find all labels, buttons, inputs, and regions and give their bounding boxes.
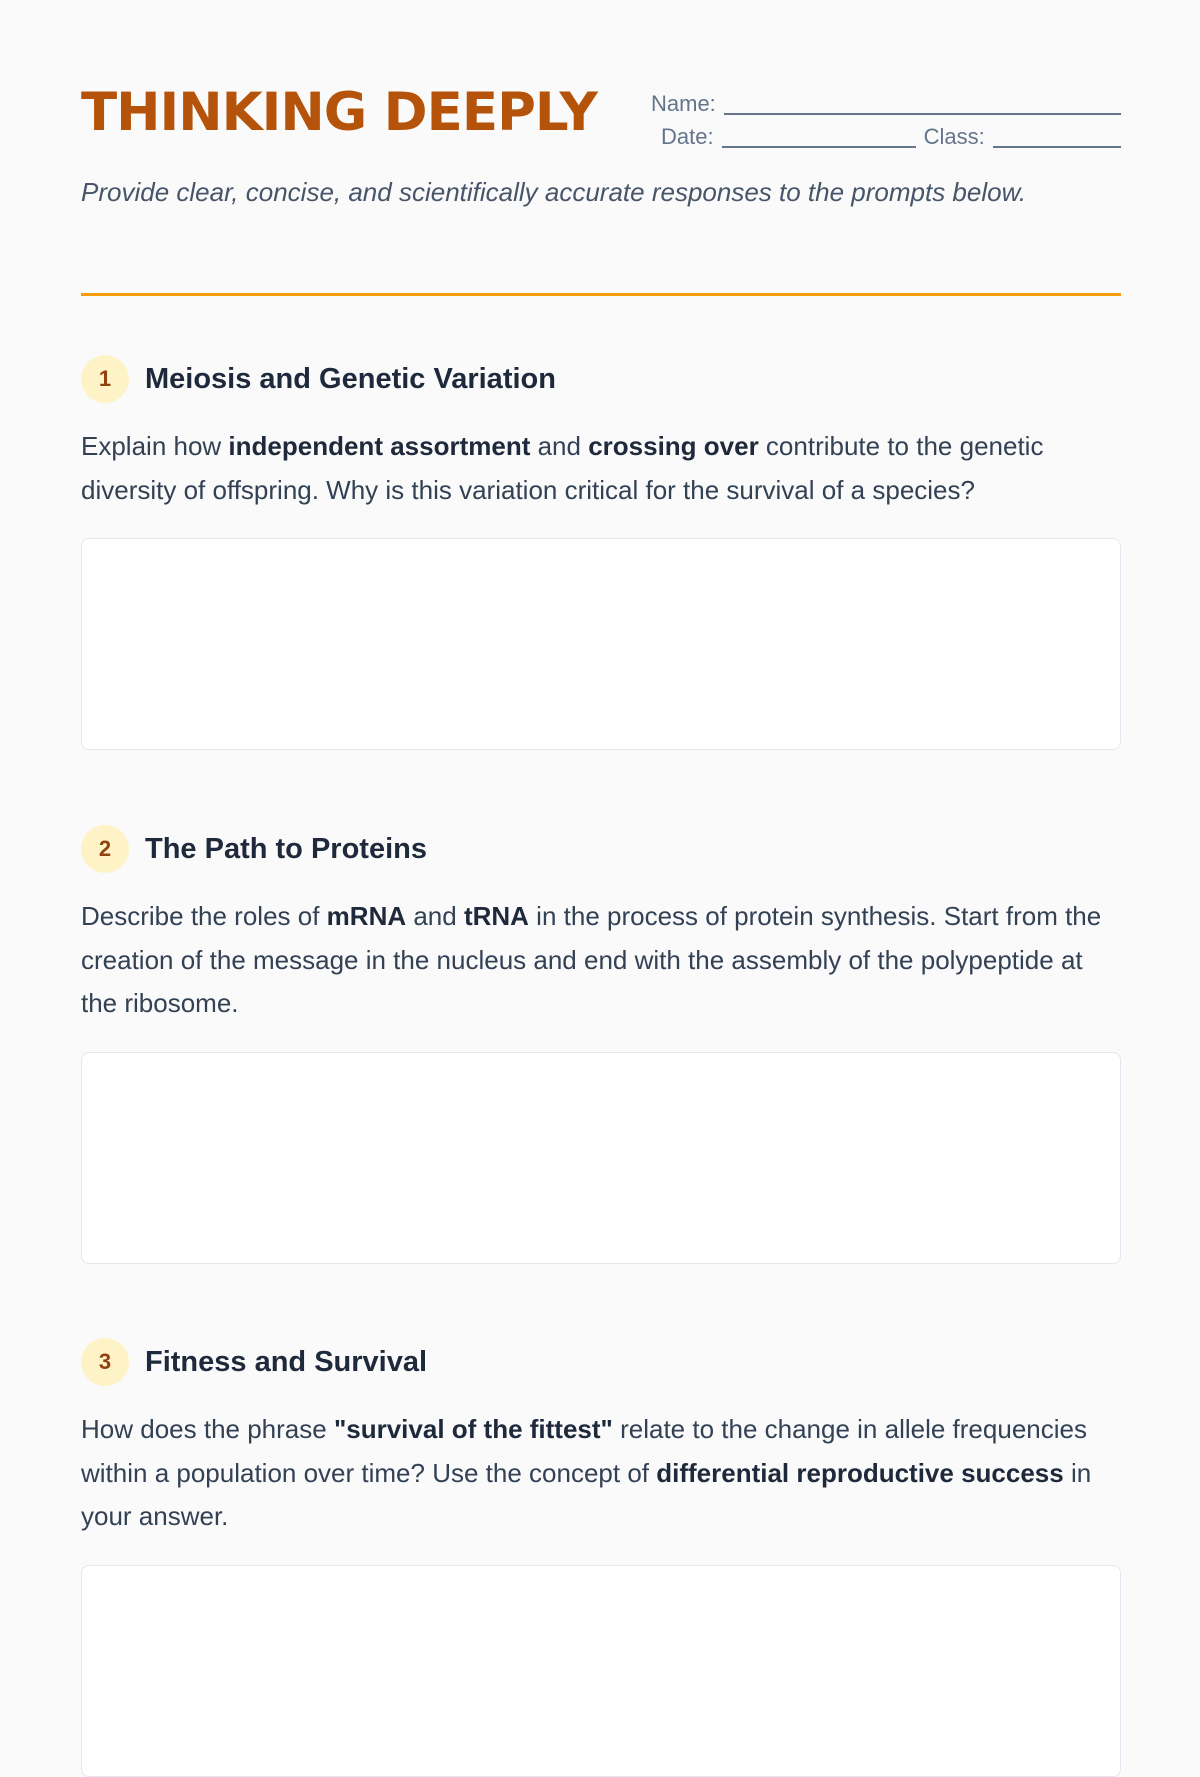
class-label: Class: — [923, 124, 985, 149]
prompt-text-segment: and — [530, 431, 589, 461]
question-prompt — [81, 425, 1121, 512]
worksheet-title: THINKING DEEPLY — [81, 82, 597, 143]
question-number-badge: 1 — [81, 355, 129, 403]
question-title: The Path to Proteins — [145, 832, 427, 865]
prompt-text-segment: in the process of protein synthesis. Start from the creation of the message in the nucleus and end with the assembly of the polypeptide at the ribosome. — [81, 901, 1102, 1018]
prompt-text-segment: How does the phrase — [81, 1414, 334, 1444]
question-title: Meiosis and Genetic Variation — [145, 362, 556, 395]
class-line — [993, 128, 1121, 148]
question-title: Fitness and Survival — [145, 1345, 428, 1378]
instructions: Provide clear, concise, and scientifically accurate responses to the prompts below. — [81, 177, 1027, 207]
date-line — [722, 128, 916, 148]
prompt-text-segment: Explain how — [81, 431, 229, 461]
prompt-text-segment: in your answer. — [81, 1457, 1092, 1531]
name-row — [651, 82, 1121, 115]
prompt-key-term: mRNA — [326, 901, 407, 931]
worksheet-header — [81, 80, 1121, 150]
prompt-key-term: "survival of the fittest" — [333, 1414, 613, 1444]
student-info — [651, 82, 1121, 148]
answer-box[interactable] — [81, 1052, 1121, 1264]
question-1 — [81, 355, 1121, 750]
question-heading — [81, 825, 1121, 873]
name-line — [724, 95, 1121, 115]
question-2 — [81, 825, 1121, 1264]
prompt-key-term: crossing over — [588, 431, 759, 461]
question-heading — [81, 1338, 1121, 1386]
prompt-key-term: tRNA — [463, 901, 529, 931]
question-prompt — [81, 895, 1121, 1026]
prompt-text-segment: Describe the roles of — [81, 901, 327, 931]
prompt-text-segment: relate to the change in allele frequencies within a population over time? Use the concept of — [81, 1414, 1087, 1488]
prompt-key-term: differential reproductive success — [656, 1457, 1064, 1488]
header-divider — [81, 293, 1121, 296]
question-number-badge: 3 — [81, 1338, 129, 1386]
date-class-row — [651, 115, 1121, 148]
answer-box[interactable] — [81, 538, 1121, 750]
prompt-text-segment: contribute to the genetic diversity of offspring. Why is this variation critical for the survival of a species? — [81, 431, 1044, 505]
prompt-key-term: independent assortment — [228, 431, 531, 461]
question-number-badge: 2 — [81, 825, 129, 873]
question-3 — [81, 1338, 1121, 1777]
question-heading — [81, 355, 1121, 403]
worksheet-page — [81, 0, 1121, 1600]
name-label: Name: — [651, 91, 716, 116]
question-prompt — [81, 1408, 1121, 1539]
prompt-text-segment: and — [406, 901, 464, 931]
answer-box[interactable] — [81, 1565, 1121, 1777]
date-label: Date: — [661, 124, 714, 149]
